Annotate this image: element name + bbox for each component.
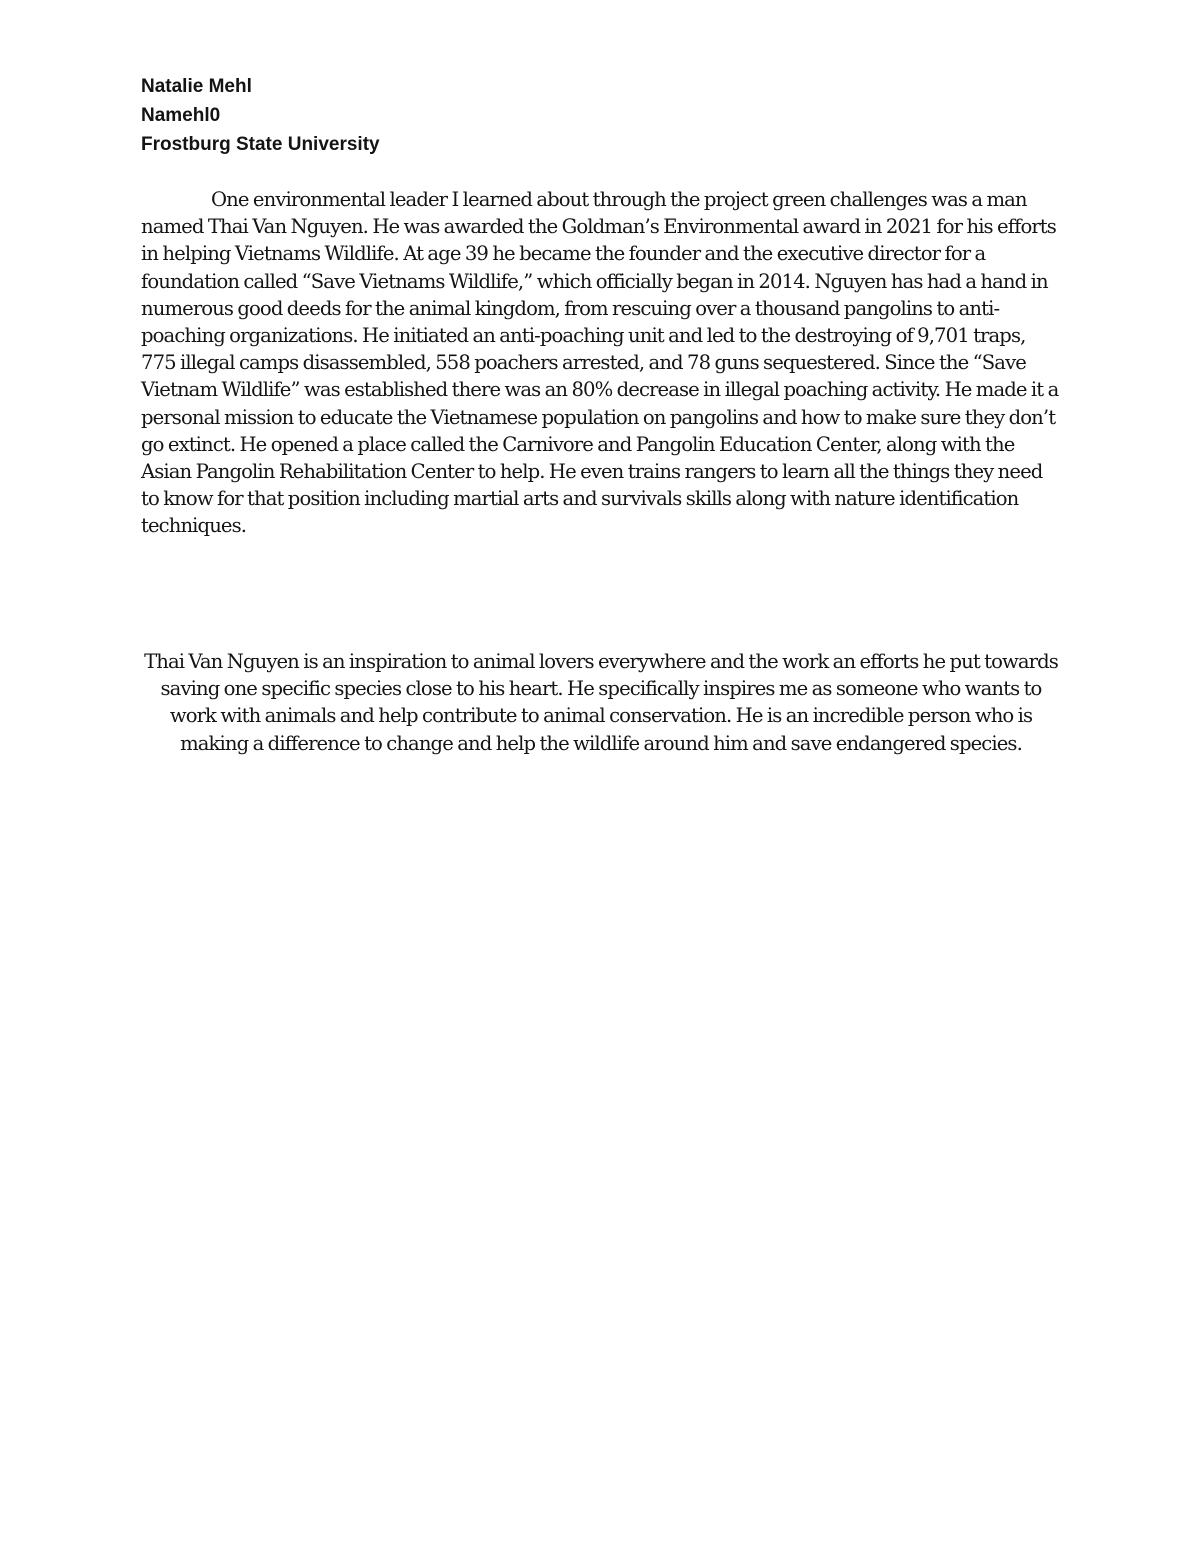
author-name: Natalie Mehl [141, 76, 252, 97]
author-institution: Frostburg State University [141, 134, 380, 155]
author-username: Namehl0 [141, 105, 221, 126]
author-header [141, 72, 741, 159]
body-paragraph-1: One environmental leader I learned about through the project green challenges was a man named Thai Van Nguyen. He was awarded the Goldman’s Environmental award in 2021 for his efforts in helping Vietnams Wildlife. At age 39 he became the founder and the executive director for a foundation called “Save Vietnams Wildlife,” which officially began in 2014. Nguyen has had a hand in numerous good deeds for the animal kingdom, from rescuing over a thousand pangolins to anti-poaching organizations. He initiated an anti-poaching unit and led to the destroying of 9,701 traps, 775 illegal camps disassembled, 558 poachers arrested, and 78 guns sequestered. Since the “Save Vietnam Wildlife” was established there was an 80% decrease in illegal poaching activity. He made it a personal mission to educate the Vietnamese population on pangolins and how to make sure they don’t go extinct. He opened a place called the Carnivore and Pangolin Education Center, along with the Asian Pangolin Rehabilitation Center to help. He even trains rangers to learn all the things they need to know for that position including martial arts and survivals skills along with nature identification techniques. [141, 188, 1059, 538]
body-paragraph-2: Thai Van Nguyen is an inspiration to animal lovers everywhere and the work an efforts he put towards saving one specific species close to his heart. He specifically inspires me as someone who wants to work with animals and help contribute to animal conservation. He is an incredible person who is making a difference to change and help the wildlife around him and save endangered species. [144, 650, 1058, 755]
